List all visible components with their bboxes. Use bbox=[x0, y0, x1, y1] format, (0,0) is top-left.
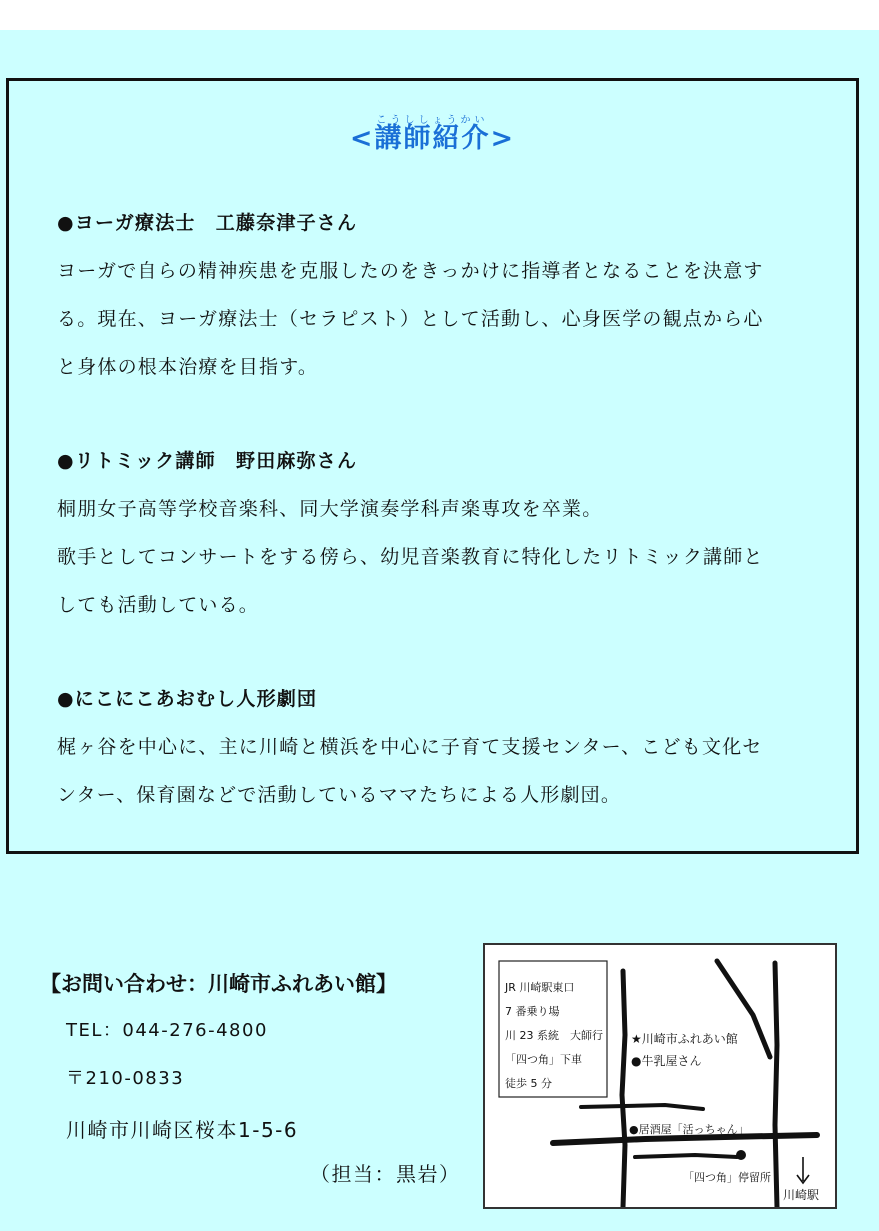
map-label-fureai: ★川崎市ふれあい館 bbox=[631, 1032, 738, 1046]
instructor-2-body-line-2: 歌手としてコンサートをする傍ら、幼児音楽教育に特化したリトミック講師と bbox=[57, 546, 764, 568]
top-white-strip bbox=[0, 0, 879, 30]
instructor-3-body-line-2: ンター、保育園などで活動しているママたちによる人形劇団。 bbox=[57, 784, 622, 806]
instructor-2-body-line-1: 桐朋女子高等学校音楽科、同大学演奏学科声楽専攻を卒業。 bbox=[57, 498, 603, 520]
contact-address: 川崎市川崎区桜本1-5-6 bbox=[66, 1118, 299, 1142]
contact-person: （担当：黒岩） bbox=[310, 1162, 461, 1186]
title-ruby: こうししょうかい bbox=[376, 115, 489, 126]
instructor-3-name: ●にこにこあおむし人形劇団 bbox=[57, 688, 318, 710]
map-legend-line-1: JR 川崎駅東口 bbox=[505, 981, 575, 994]
map-legend-line-3: 川 23 系統 大師行 bbox=[505, 1029, 603, 1042]
instructor-1-name: ●ヨーガ療法士 工藤奈津子さん bbox=[57, 212, 358, 234]
instructor-2-name: ●リトミック講師 野田麻弥さん bbox=[57, 450, 358, 472]
contact-postal: 〒210-0833 bbox=[66, 1068, 185, 1089]
map-road-vertical-right bbox=[775, 963, 777, 1207]
instructor-2-body-line-3: しても活動している。 bbox=[57, 594, 260, 616]
instructor-1-body-line-1: ヨーガで自らの精神疾患を克服したのをきっかけに指導者となることを決意す bbox=[57, 260, 764, 282]
map-road-upper-horizontal bbox=[581, 1105, 703, 1109]
contact-title: 【お問い合わせ：川崎市ふれあい館】 bbox=[40, 972, 397, 996]
instructor-1-body-line-3: と身体の根本治療を目指す。 bbox=[57, 356, 319, 378]
map-legend-line-4: 「四つ角」下車 bbox=[505, 1053, 582, 1066]
map-label-gyunyuya: ●牛乳屋さん bbox=[631, 1054, 702, 1068]
instructor-intro-box bbox=[6, 78, 859, 854]
map-legend-line-5: 徒歩 5 分 bbox=[505, 1077, 552, 1090]
map-label-izakaya: ●居酒屋「活っちゃん」 bbox=[629, 1123, 749, 1136]
instructor-3-body-line-1: 梶ヶ谷を中心に、主に川崎と横浜を中心に子育て支援センター、こども文化セ bbox=[57, 736, 763, 758]
map-label-busstop: 「四つ角」停留所 bbox=[683, 1171, 771, 1184]
map-bus-stop-marker bbox=[736, 1150, 746, 1160]
contact-tel: TEL：044-276-4800 bbox=[66, 1020, 268, 1041]
instructor-1-body-line-2: る。現在、ヨーガ療法士（セラピスト）として活動し、心身医学の観点から心 bbox=[57, 308, 764, 330]
intro-title: <講師紹介> bbox=[349, 123, 516, 154]
access-map bbox=[483, 943, 837, 1209]
map-legend-line-2: 7 番乗り場 bbox=[505, 1005, 560, 1018]
arrow-down-icon bbox=[797, 1157, 809, 1183]
map-road-lower-horizontal bbox=[635, 1155, 737, 1157]
map-label-station: 川崎駅 bbox=[783, 1188, 820, 1202]
map-drawing bbox=[485, 945, 837, 1209]
map-road-vertical-left bbox=[622, 971, 625, 1207]
